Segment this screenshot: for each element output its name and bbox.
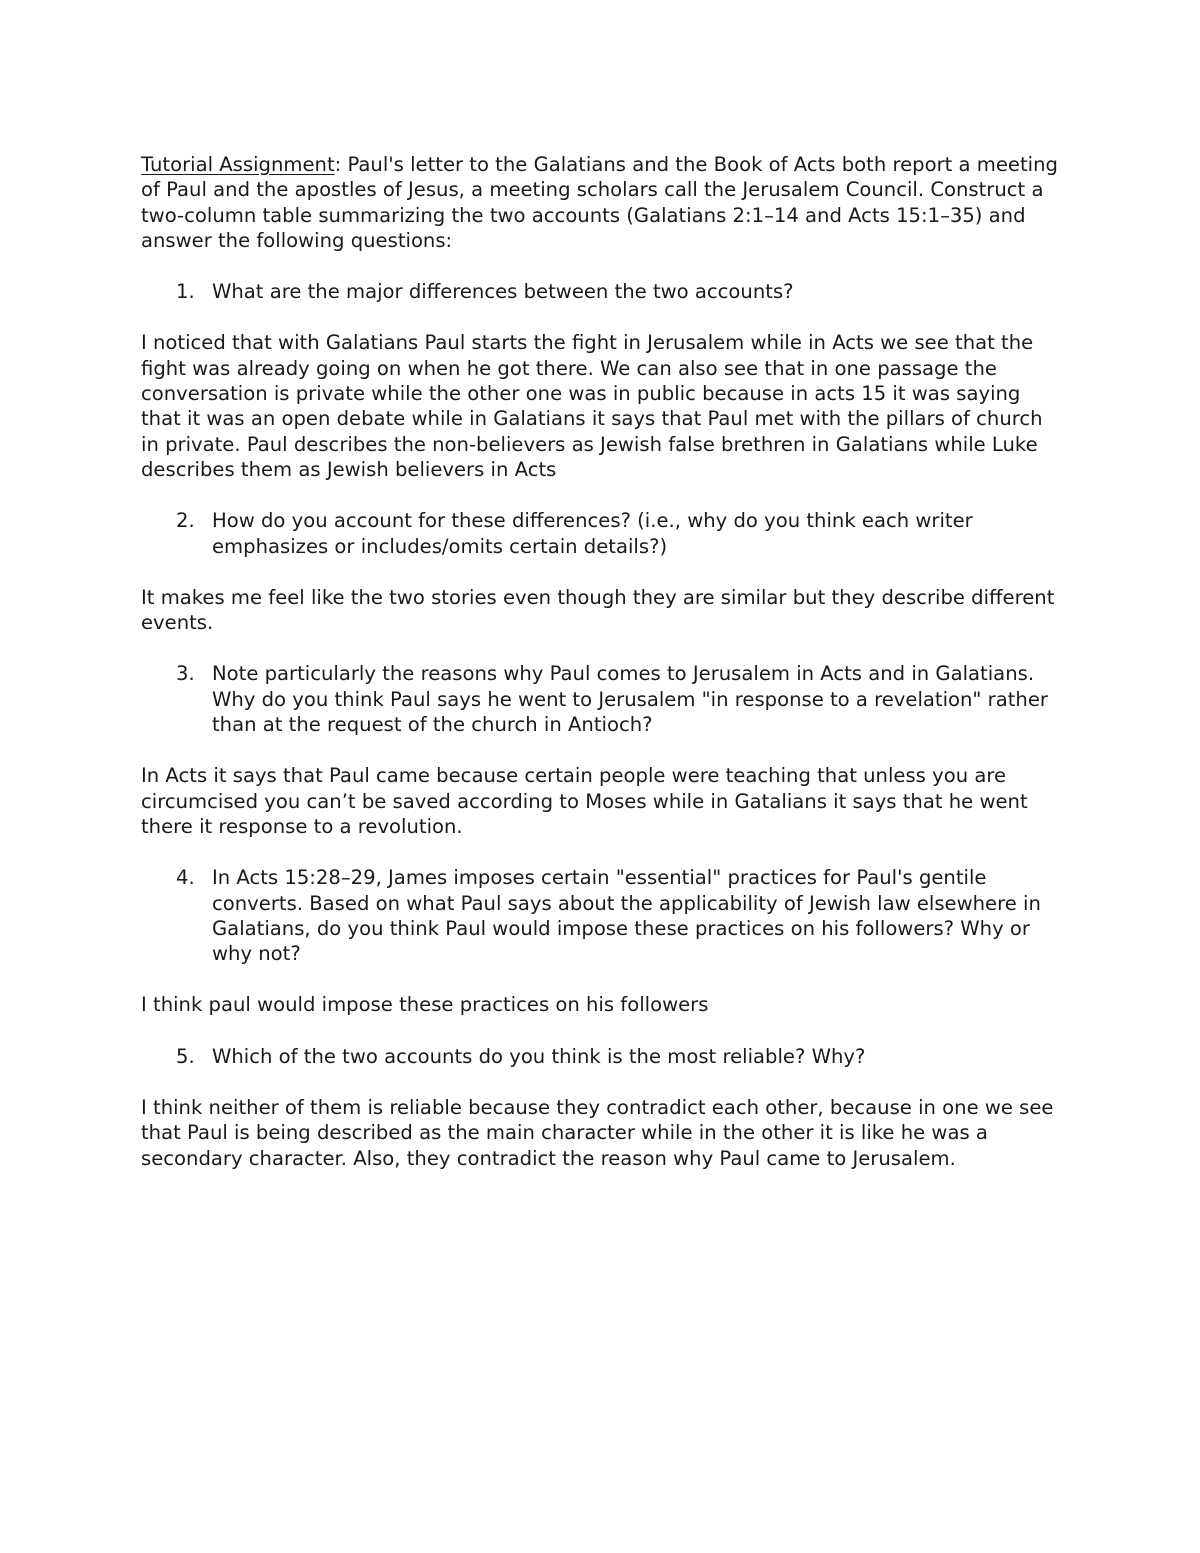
question-item-1 <box>141 279 1061 304</box>
assignment-label: Tutorial Assignment <box>141 153 335 176</box>
question-list-1 <box>141 279 1061 304</box>
question-number: 5. <box>176 1044 195 1068</box>
answer-1: I noticed that with Galatians Paul starts the fight in Jerusalem while in Acts we see that the fight was already going on when he got there. We can also see that in one passage the conversation is private while the other one was in public because in acts 15 it was saying that it was an open debate while in Galatians it says that Paul met with the pillars of church in private. Paul describes the non-believers as Jewish false brethren in Galatians while Luke describes them as Jewish believers in Acts <box>141 331 1043 481</box>
assignment-text: : Paul's letter to the Galatians and the Book of Acts both report a meeting of Paul and the apostles of Jesus, a meeting scholars call the Jerusalem Council. Construct a two-column table summarizing the two accounts (Galatians 2:1–14 and Acts 15:1–35) and answer the following questions: <box>141 153 1058 252</box>
question-text: Which of the two accounts do you think is the most reliable? Why? <box>212 1044 866 1068</box>
question-text: Note particularly the reasons why Paul comes to Jerusalem in Acts and in Galatians. Why do you think Paul says he went to Jerusalem "in response to a revelation" rather than at the request of the church in Antioch? <box>212 662 1048 737</box>
question-list-5 <box>141 1044 1061 1069</box>
question-text: What are the major differences between the two accounts? <box>212 280 794 304</box>
question-item-5 <box>141 1044 1061 1069</box>
question-list-4 <box>141 865 1061 966</box>
answer-4: I think paul would impose these practices on his followers <box>141 993 709 1017</box>
answer-3: In Acts it says that Paul came because certain people were teaching that unless you are circumcised you can’t be saved according to Moses while in Gatalians it says that he went there it response to a revolution. <box>141 764 1028 838</box>
question-item-2 <box>141 508 1061 559</box>
question-item-3 <box>141 661 1061 737</box>
intro-paragraph <box>141 152 1061 253</box>
question-text: How do you account for these differences? (i.e., why do you think each writer emphasizes or includes/omits certain details?) <box>212 509 973 558</box>
question-list-3 <box>141 661 1061 737</box>
question-number: 4. <box>176 866 195 890</box>
question-item-4 <box>141 865 1061 966</box>
question-number: 2. <box>176 509 195 533</box>
question-list-2 <box>141 508 1061 559</box>
answer-5: I think neither of them is reliable because they contradict each other, because in one we see that Paul is being described as the main character while in the other it is like he was a secondary character. Also, they contradict the reason why Paul came to Jerusalem. <box>141 1096 1054 1170</box>
document-body <box>141 152 1061 1197</box>
answer-2: It makes me feel like the two stories even though they are similar but they describe different events. <box>141 585 1055 635</box>
question-text: In Acts 15:28–29, James imposes certain "essential" practices for Paul's gentile converts. Based on what Paul says about the applicability of Jewish law elsewhere in Galatians, do you think Paul would impose these practices on his followers? Why or why not? <box>212 866 1041 966</box>
question-number: 3. <box>176 662 195 686</box>
question-number: 1. <box>176 280 195 304</box>
